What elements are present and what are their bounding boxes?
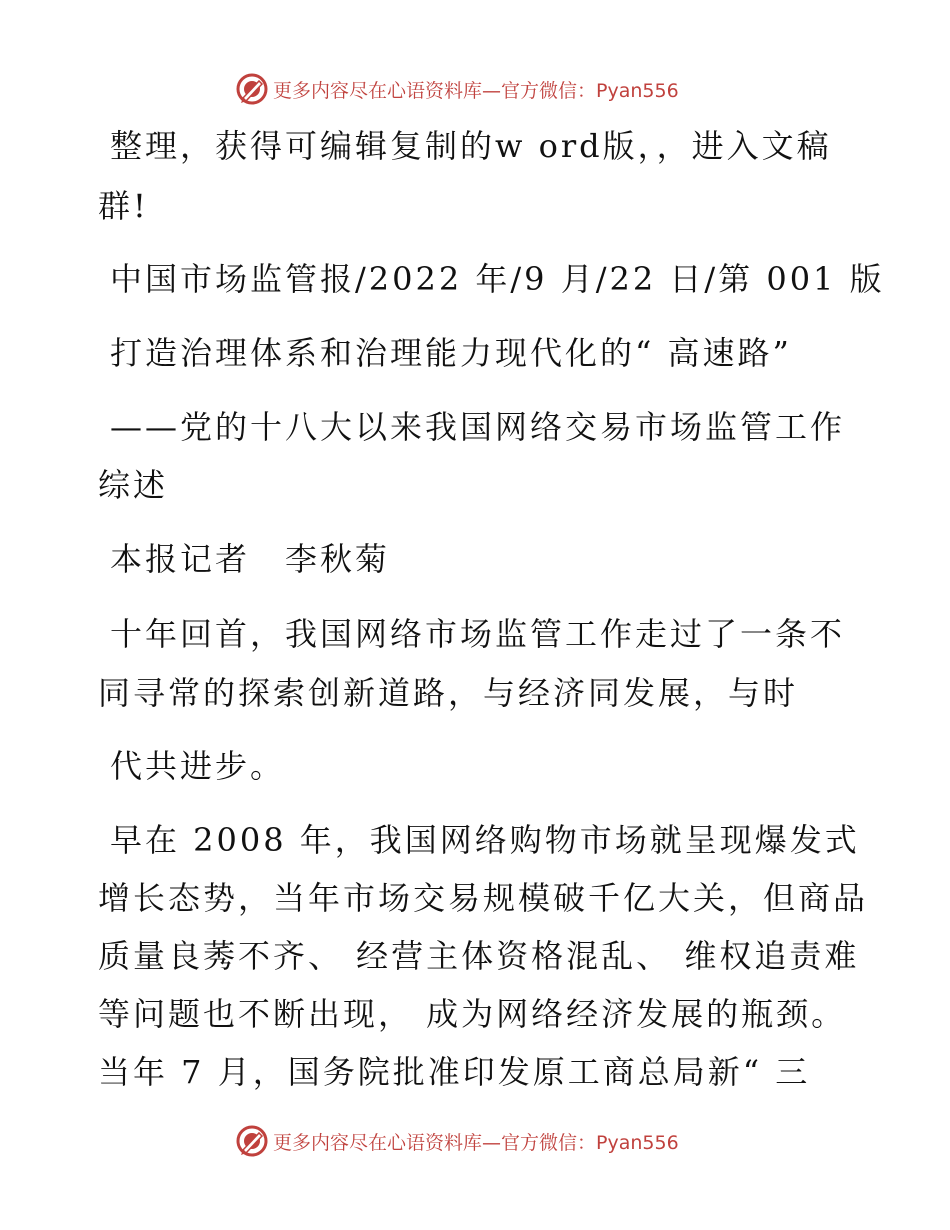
- byline: 本报记者 李秋菊: [110, 540, 391, 578]
- text-line: 群!: [98, 187, 149, 225]
- text-line: 十年回首，我国网络市场监管工作走过了一条不: [110, 615, 846, 653]
- footer-watermark: [235, 1124, 679, 1158]
- text-line: 同寻常的探索创新道路，与经济同发展，与时: [98, 674, 799, 712]
- watermark-text: 更多内容尽在心语资料库—官方微信：Pyan556: [273, 79, 679, 102]
- text-line: 等问题也不断出现， 成为网络经济发展的瓶颈。: [98, 995, 847, 1033]
- text-line: 增长态势，当年市场交易规模破千亿大关，但商品: [98, 879, 869, 917]
- article-title: 打造治理体系和治理能力现代化的“ 高速路”: [110, 334, 792, 372]
- watermark-text: 更多内容尽在心语资料库—官方微信：Pyan556: [273, 1131, 679, 1154]
- text-line: 中国市场监管报/2022 年/9 月/22 日/第 001 版: [110, 260, 885, 298]
- text-line: 质量良莠不齐、 经营主体资格混乱、 维权追责难: [98, 937, 860, 975]
- text-line: 整理，获得可编辑复制的w ord版，，进入文稿: [110, 127, 832, 165]
- text-line: 早在 2008 年，我国网络购物市场就呈现爆发式: [110, 821, 860, 859]
- article-subtitle-cont: 综述: [98, 466, 169, 504]
- pen-logo-icon: [235, 72, 269, 106]
- text-line: 当年 7 月，国务院批准印发原工商总局新“ 三: [98, 1053, 811, 1091]
- pen-logo-icon: [235, 1124, 269, 1158]
- wechat-id: Pyan556: [596, 1131, 679, 1154]
- header-watermark: [235, 72, 679, 106]
- wechat-id: Pyan556: [596, 79, 679, 102]
- article-subtitle: ——党的十八大以来我国网络交易市场监管工作: [110, 408, 846, 446]
- text-line: 代共进步。: [110, 747, 286, 785]
